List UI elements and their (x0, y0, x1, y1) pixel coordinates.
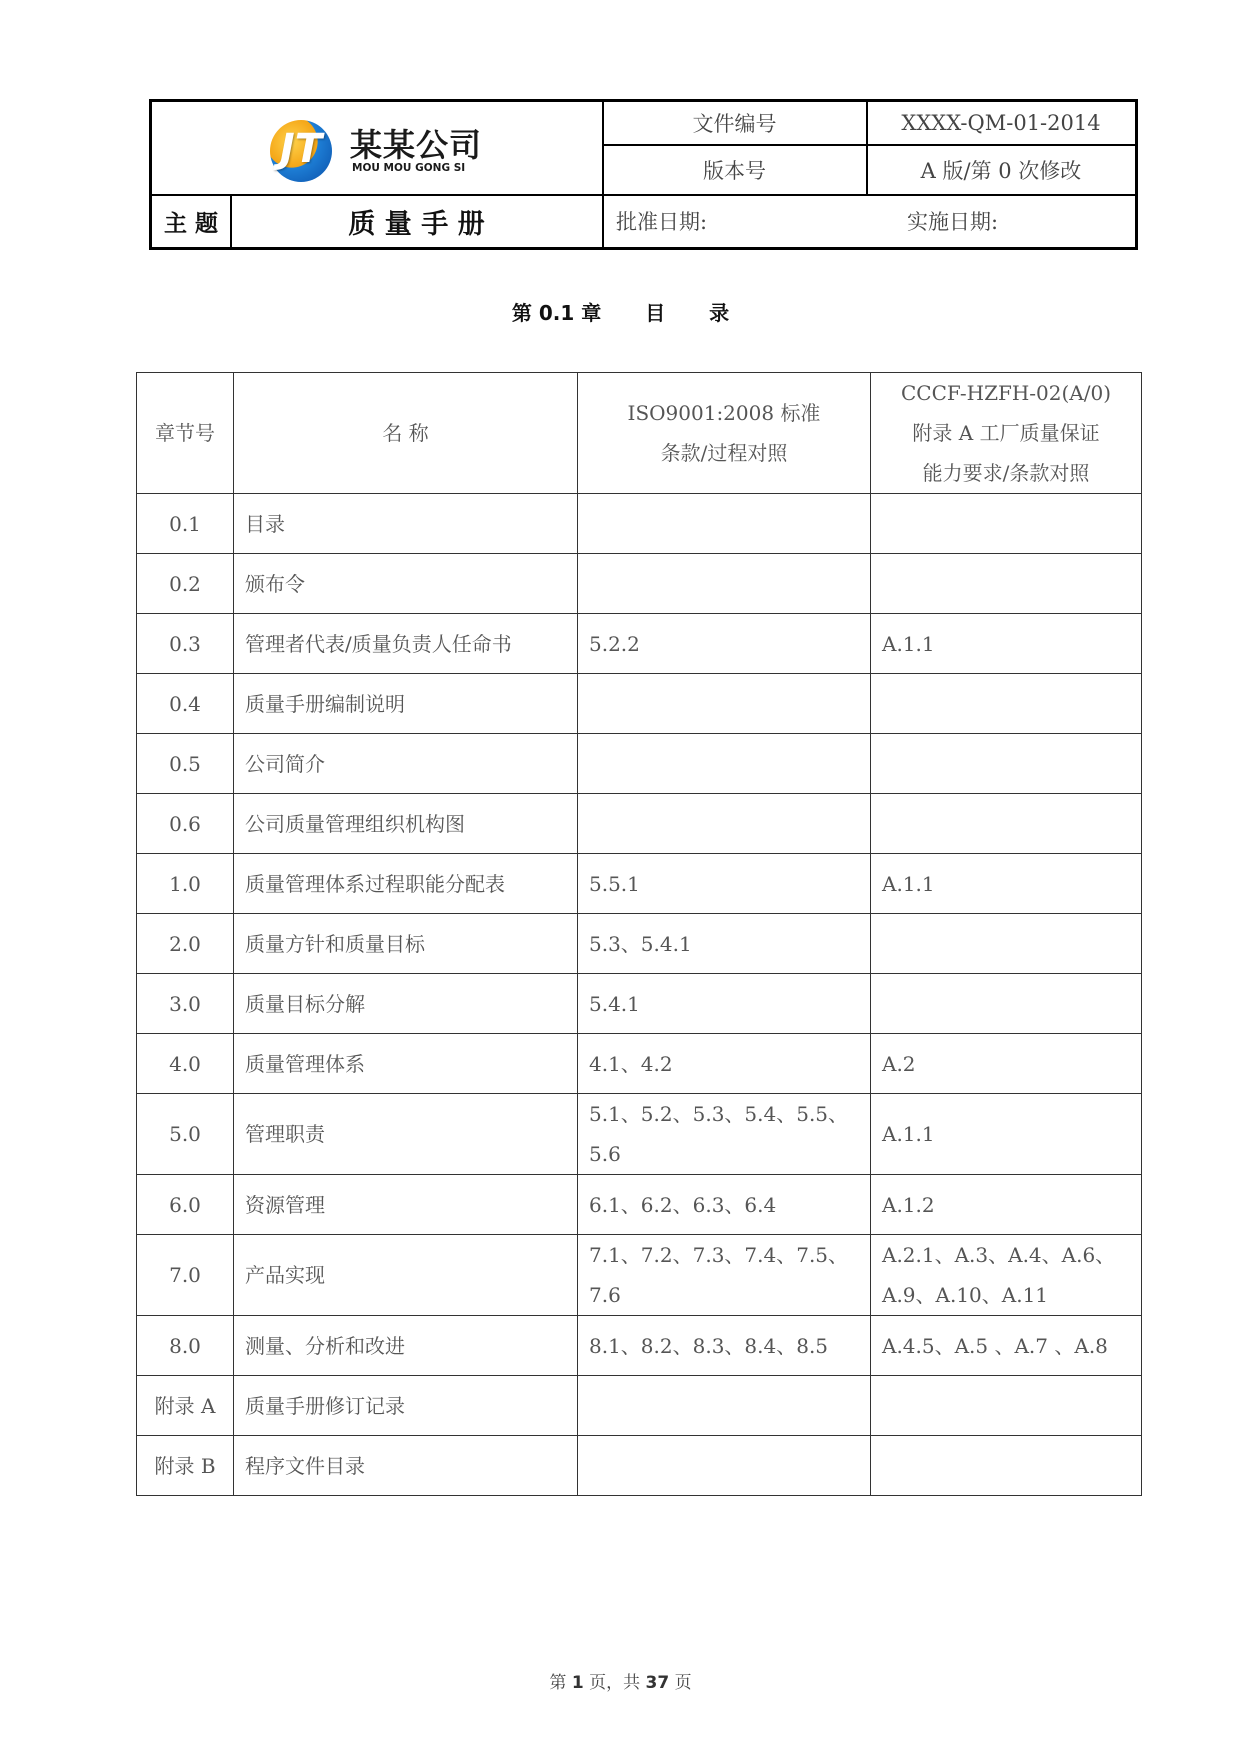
toc-iso-clause: 4.1、4.2 (578, 1034, 871, 1094)
toc-chapter-no: 附录 B (137, 1436, 234, 1496)
toc-cccf-clause: A.1.2 (871, 1175, 1142, 1235)
toc-iso-clause (578, 554, 871, 614)
toc-chapter-no: 0.1 (137, 494, 234, 554)
toc-chapter-no: 8.0 (137, 1316, 234, 1376)
toc-iso-clause: 5.2.2 (578, 614, 871, 674)
header-iso-line1: ISO9001:2008 标准 (627, 401, 821, 425)
toc-row (137, 734, 1142, 794)
company-name-cn: 某某公司 (350, 126, 483, 164)
toc-row (137, 614, 1142, 674)
toc-chapter-no: 4.0 (137, 1034, 234, 1094)
toc-name: 质量管理体系 (234, 1034, 578, 1094)
toc-cccf-clause (871, 1376, 1142, 1436)
toc-row (137, 1175, 1142, 1235)
toc-cccf-clause: A.1.1 (871, 1094, 1142, 1175)
header-name: 名 称 (234, 373, 578, 494)
toc-cccf-clause: A.2 (871, 1034, 1142, 1094)
approval-date-cell (616, 195, 816, 247)
doc-no-label-cell (603, 102, 866, 144)
toc-cccf-clause (871, 914, 1142, 974)
toc-row (137, 1094, 1142, 1175)
toc-name: 质量方针和质量目标 (234, 914, 578, 974)
chapter-prefix: 第 (511, 301, 532, 325)
subject-label: 主 题 (163, 210, 218, 237)
toc-header-row (137, 373, 1142, 494)
toc-name: 目录 (234, 494, 578, 554)
toc-iso-clause: 6.1、6.2、6.3、6.4 (578, 1175, 871, 1235)
company-logo (270, 116, 500, 186)
version-value: A 版/第 0 次修改 (920, 158, 1082, 183)
toc-cccf-clause (871, 734, 1142, 794)
toc-name: 质量手册编制说明 (234, 674, 578, 734)
toc-chapter-no: 2.0 (137, 914, 234, 974)
toc-cccf-clause: A.2.1、A.3、A.4、A.6、A.9、A.10、A.11 (871, 1235, 1142, 1316)
logo-mark: JT (279, 126, 323, 172)
chapter-number: 0.1 (538, 301, 575, 325)
toc-row (137, 554, 1142, 614)
effective-date-cell (907, 195, 1107, 247)
toc-name: 资源管理 (234, 1175, 578, 1235)
toc-iso-clause (578, 794, 871, 854)
toc-row (137, 914, 1142, 974)
toc-cccf-clause (871, 974, 1142, 1034)
toc-iso-clause (578, 494, 871, 554)
toc-row (137, 974, 1142, 1034)
header-cccf-line1: CCCF-HZFH-02(A/0) (900, 381, 1112, 405)
toc-iso-clause (578, 674, 871, 734)
toc-chapter-no: 5.0 (137, 1094, 234, 1175)
toc-name: 公司质量管理组织机构图 (234, 794, 578, 854)
toc-cccf-clause (871, 494, 1142, 554)
footer-page-number: 1 (571, 1673, 584, 1693)
toc-cccf-clause: A.1.1 (871, 614, 1142, 674)
toc-row (137, 1034, 1142, 1094)
footer-total-pages: 37 (645, 1673, 670, 1693)
toc-name: 质量手册修订记录 (234, 1376, 578, 1436)
approval-date-label: 批准日期: (616, 210, 708, 234)
page-footer (0, 1668, 1241, 1693)
doc-no-value-cell (867, 102, 1135, 144)
chapter-title-b: 录 (709, 301, 730, 325)
footer-mid: 页，共 (589, 1673, 641, 1693)
toc-chapter-no: 3.0 (137, 974, 234, 1034)
toc-name: 颁布令 (234, 554, 578, 614)
toc-row (137, 1436, 1142, 1496)
toc-cccf-clause: A.1.1 (871, 854, 1142, 914)
header-iso (578, 373, 871, 494)
toc-cccf-clause (871, 674, 1142, 734)
toc-iso-clause: 5.4.1 (578, 974, 871, 1034)
chapter-title-a: 目 (645, 301, 666, 325)
toc-iso-clause: 5.5.1 (578, 854, 871, 914)
toc-name: 质量目标分解 (234, 974, 578, 1034)
toc-iso-clause: 5.3、5.4.1 (578, 914, 871, 974)
chapter-title (0, 297, 1241, 326)
toc-chapter-no: 0.3 (137, 614, 234, 674)
toc-name: 产品实现 (234, 1235, 578, 1316)
toc-cccf-clause (871, 554, 1142, 614)
header-cccf (871, 373, 1142, 494)
toc-chapter-no: 0.4 (137, 674, 234, 734)
toc-row (137, 1376, 1142, 1436)
version-label-cell (603, 145, 866, 194)
toc-name: 管理者代表/质量负责人任命书 (234, 614, 578, 674)
toc-chapter-no: 0.6 (137, 794, 234, 854)
footer-suffix: 页 (674, 1673, 692, 1693)
toc-name: 程序文件目录 (234, 1436, 578, 1496)
subject-label-cell (152, 195, 230, 247)
toc-cccf-clause (871, 794, 1142, 854)
company-name-en: MOU MOU GONG SI (352, 162, 466, 174)
chapter-suffix: 章 (581, 301, 602, 325)
subject-value: 质 量 手 册 (348, 208, 485, 240)
toc-row (137, 674, 1142, 734)
toc-iso-clause (578, 1376, 871, 1436)
toc-iso-clause (578, 734, 871, 794)
toc-row (137, 1316, 1142, 1376)
toc-chapter-no: 6.0 (137, 1175, 234, 1235)
toc-cccf-clause: A.4.5、A.5 、A.7 、A.8 (871, 1316, 1142, 1376)
toc-chapter-no: 7.0 (137, 1235, 234, 1316)
toc-name: 质量管理体系过程职能分配表 (234, 854, 578, 914)
toc-row (137, 1235, 1142, 1316)
toc-iso-clause: 8.1、8.2、8.3、8.4、8.5 (578, 1316, 871, 1376)
header-cccf-line3: 能力要求/条款对照 (922, 461, 1090, 485)
toc-iso-clause (578, 1436, 871, 1496)
toc-chapter-no: 1.0 (137, 854, 234, 914)
toc-iso-clause: 5.1、5.2、5.3、5.4、5.5、5.6 (578, 1094, 871, 1175)
toc-chapter-no: 0.2 (137, 554, 234, 614)
toc-table (136, 372, 1142, 1496)
doc-no-label: 文件编号 (692, 112, 777, 136)
header-cccf-line2: 附录 A 工厂质量保证 (912, 421, 1100, 445)
toc-iso-clause: 7.1、7.2、7.3、7.4、7.5、7.6 (578, 1235, 871, 1316)
version-value-cell (867, 145, 1135, 194)
toc-name: 公司简介 (234, 734, 578, 794)
subject-value-cell (231, 195, 602, 247)
version-label: 版本号 (703, 158, 766, 183)
footer-prefix: 第 (549, 1673, 567, 1693)
doc-no-value: XXXX-QM-01-2014 (901, 111, 1101, 135)
toc-name: 管理职责 (234, 1094, 578, 1175)
toc-row (137, 794, 1142, 854)
header-iso-line2: 条款/过程对照 (660, 441, 788, 465)
header-chapter-no: 章节号 (137, 373, 234, 494)
toc-row (137, 494, 1142, 554)
toc-cccf-clause (871, 1436, 1142, 1496)
toc-chapter-no: 0.5 (137, 734, 234, 794)
toc-row (137, 854, 1142, 914)
effective-date-label: 实施日期: (907, 210, 999, 234)
toc-chapter-no: 附录 A (137, 1376, 234, 1436)
toc-name: 测量、分析和改进 (234, 1316, 578, 1376)
document-header (149, 99, 1138, 250)
